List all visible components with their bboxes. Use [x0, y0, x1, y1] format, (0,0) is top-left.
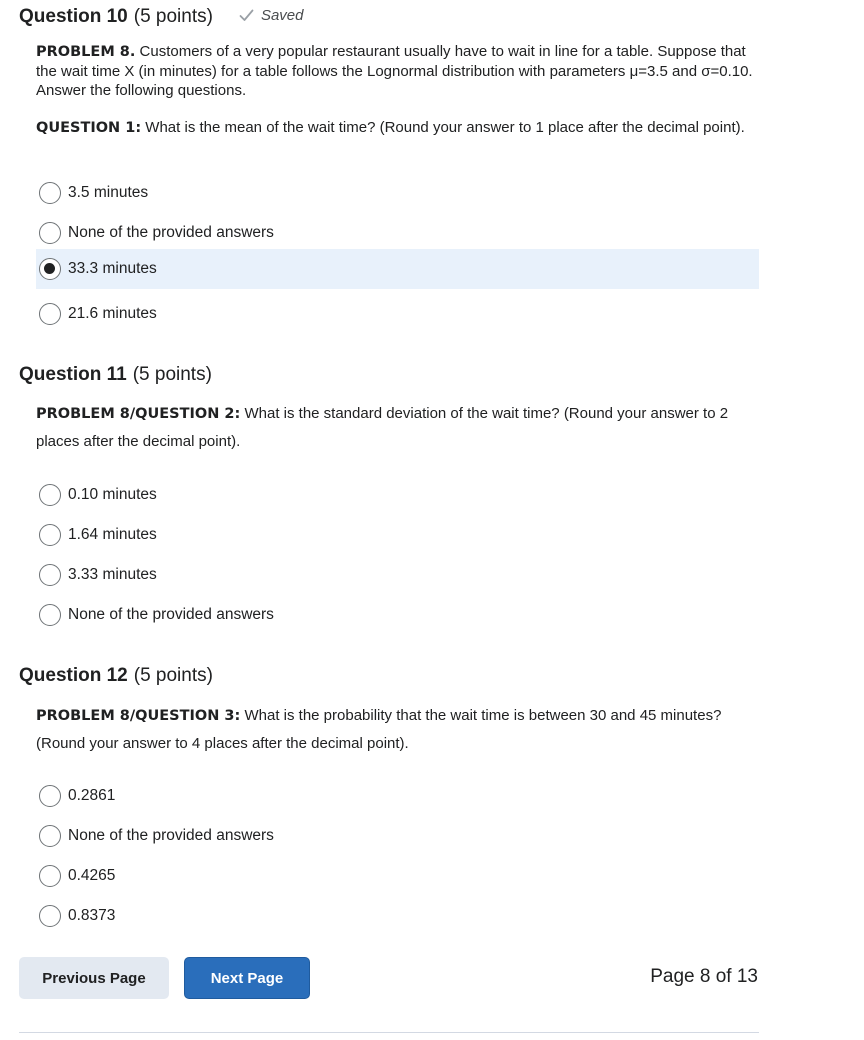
option-label: 0.10 minutes — [68, 486, 157, 503]
radio-button[interactable] — [39, 222, 61, 244]
question-points: (5 points) — [133, 665, 213, 686]
question-number: Question 11 — [19, 364, 127, 385]
radio-button[interactable] — [39, 604, 61, 626]
question-number: Question 12 — [19, 665, 128, 686]
option-label: None of the provided answers — [68, 606, 274, 623]
option-label: 33.3 minutes — [68, 260, 157, 277]
question-11-stem — [36, 400, 760, 456]
radio-button[interactable] — [39, 785, 61, 807]
radio-button[interactable] — [39, 865, 61, 887]
radio-button[interactable] — [39, 303, 61, 325]
saved-status — [239, 7, 304, 24]
answer-option[interactable] — [36, 555, 759, 595]
option-label: None of the provided answers — [68, 224, 274, 241]
radio-button[interactable] — [39, 564, 61, 586]
radio-button[interactable] — [39, 825, 61, 847]
option-label: 0.8373 — [68, 907, 116, 924]
answer-option[interactable] — [36, 595, 759, 635]
question-points: (5 points) — [133, 6, 213, 27]
problem-statement: PROBLEM 8. Customers of a very popular restaurant usually have to wait in line for a table. Suppose that the wait time X (in minutes) for a table follows the Lognormal distribution with parameters μ=3.5 and σ=0.10. Answer the following questions. — [36, 43, 753, 99]
checkmark-icon — [239, 9, 254, 22]
saved-label: Saved — [260, 7, 304, 24]
answer-option[interactable] — [36, 294, 759, 334]
question-12-stem — [36, 702, 736, 758]
radio-button[interactable] — [39, 524, 61, 546]
radio-button[interactable] — [39, 905, 61, 927]
radio-button[interactable] — [39, 182, 61, 204]
option-label: None of the provided answers — [68, 827, 274, 844]
answer-option[interactable] — [36, 896, 759, 936]
next-page-button[interactable]: Next Page — [184, 957, 310, 999]
question-prompt: PROBLEM 8/QUESTION 3: What is the probability that the wait time is between 30 and 45 minutes? (Round your answer to 4 places after the decimal point). — [36, 707, 722, 752]
page-indicator: Page 8 of 13 — [650, 966, 758, 987]
answer-option[interactable] — [36, 776, 759, 816]
question-prompt: QUESTION 1: What is the mean of the wait time? (Round your answer to 1 place after the decimal point). — [36, 119, 745, 136]
question-10-stem — [36, 42, 756, 138]
previous-page-button[interactable]: Previous Page — [19, 957, 169, 999]
option-label: 0.2861 — [68, 787, 116, 804]
question-number: Question 10 — [19, 6, 128, 27]
answer-option[interactable] — [36, 213, 759, 253]
divider — [19, 1032, 759, 1033]
option-label: 3.5 minutes — [68, 184, 149, 201]
question-12-header — [19, 665, 213, 687]
option-label: 1.64 minutes — [68, 526, 157, 543]
answer-option[interactable] — [36, 515, 759, 555]
radio-button-checked[interactable] — [39, 258, 61, 280]
answer-option-selected[interactable] — [36, 249, 759, 289]
answer-option[interactable] — [36, 173, 759, 213]
option-label: 21.6 minutes — [68, 305, 157, 322]
question-10-header — [19, 6, 304, 28]
answer-option[interactable] — [36, 475, 759, 515]
option-label: 0.4265 — [68, 867, 116, 884]
answer-option[interactable] — [36, 816, 759, 856]
question-11-header — [19, 364, 212, 386]
question-prompt: PROBLEM 8/QUESTION 2: What is the standard deviation of the wait time? (Round your answer to 2 places after the decimal point). — [36, 405, 729, 450]
answer-option[interactable] — [36, 856, 759, 896]
radio-button[interactable] — [39, 484, 61, 506]
question-points: (5 points) — [132, 364, 212, 385]
option-label: 3.33 minutes — [68, 566, 157, 583]
